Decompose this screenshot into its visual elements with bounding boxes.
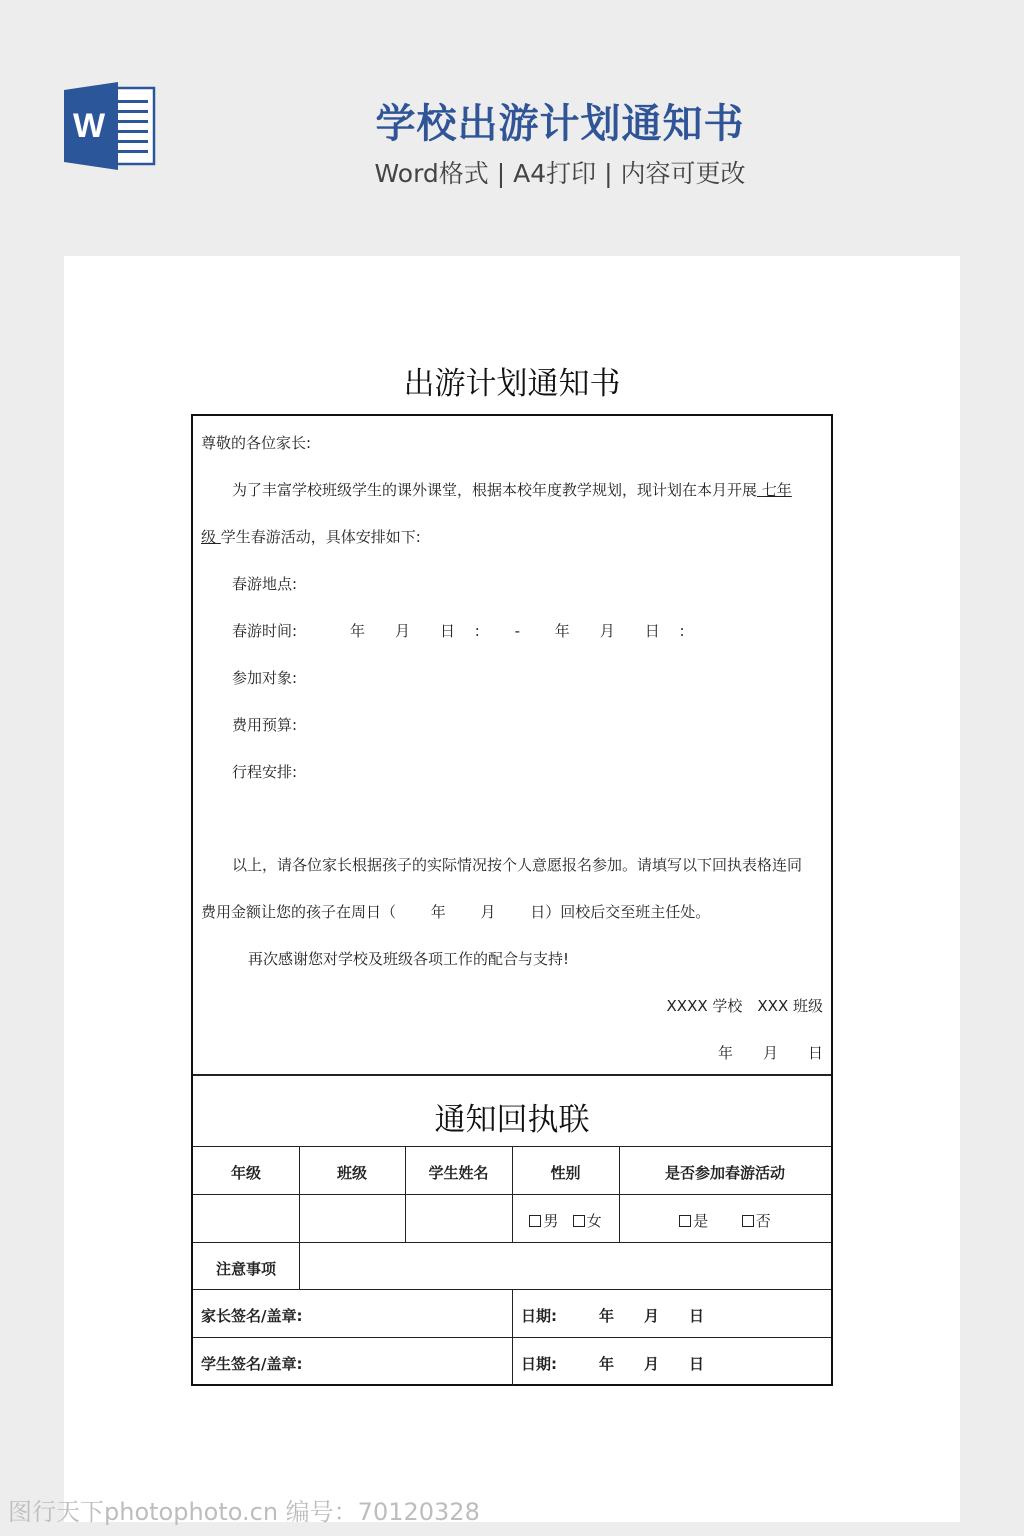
- greeting: 尊敬的各位家长:: [201, 434, 312, 452]
- table-vline: [405, 1194, 406, 1242]
- parent-date-template: 年 月 日: [599, 1307, 705, 1325]
- closing-line-2: 费用金额让您的孩子在周日（ 年 月 日）回校后交至班主任处。: [201, 903, 711, 921]
- field-location: 春游地点:: [232, 575, 298, 593]
- gender-female-checkbox[interactable]: 女: [573, 1212, 602, 1230]
- student-sign-label: 学生签名/盖章:: [201, 1355, 303, 1373]
- participate-options: [619, 1210, 831, 1231]
- student-date-template: 年 月 日: [599, 1355, 705, 1373]
- parent-sign-label: 家长签名/盖章:: [201, 1307, 303, 1325]
- logo-letter: W: [72, 107, 106, 145]
- notice-frame: [191, 414, 833, 1386]
- grade-underline-2: 级: [201, 528, 217, 546]
- checkbox-icon: [529, 1215, 541, 1227]
- grade-underline: 七年: [761, 481, 792, 499]
- page-title: 学校出游计划通知书: [375, 101, 745, 147]
- col-header-gender: 性别: [550, 1164, 581, 1182]
- closing-line-1: 以上，请各位家长根据孩子的实际情况按个人意愿报名参加。请填写以下回执表格连同: [232, 856, 803, 874]
- checkbox-icon: [742, 1215, 754, 1227]
- field-time-template: 年 月 日 : - 年 月 日 :: [350, 622, 685, 640]
- col-header-participate: 是否参加春游活动: [664, 1164, 785, 1182]
- gender-male-checkbox[interactable]: 男: [529, 1212, 558, 1230]
- intro-line-2: 级 学生春游活动，具体安排如下:: [201, 528, 421, 546]
- col-header-grade: 年级: [230, 1164, 261, 1182]
- table-line: [193, 1242, 831, 1243]
- field-time-label: 春游时间:: [232, 622, 298, 640]
- word-document-icon: [64, 82, 156, 170]
- gender-options: [512, 1210, 619, 1231]
- col-header-class: 班级: [336, 1164, 367, 1182]
- intro-text: 为了丰富学校班级学生的课外课堂，根据本校年度教学规划，现计划在本月开展: [232, 481, 758, 499]
- student-date-label: 日期:: [521, 1355, 557, 1373]
- col-header-student-name: 学生姓名: [428, 1164, 489, 1182]
- field-budget: 费用预算:: [232, 716, 298, 734]
- signature: XXXX 学校 XXX 班级: [666, 997, 823, 1015]
- signature-date: 年 月 日: [717, 1044, 823, 1062]
- document-title: 出游计划通知书: [403, 366, 621, 402]
- receipt-title: 通知回执联: [434, 1102, 590, 1138]
- checkbox-icon: [679, 1215, 691, 1227]
- participate-no-checkbox[interactable]: 否: [742, 1212, 771, 1230]
- checkbox-icon: [573, 1215, 585, 1227]
- field-participants: 参加对象:: [232, 669, 298, 687]
- parent-date-label: 日期:: [521, 1307, 557, 1325]
- intro-line-1: [232, 479, 792, 500]
- field-schedule: 行程安排:: [232, 763, 298, 781]
- table-vline: [512, 1289, 513, 1385]
- watermark: 图行天下photophoto.cn 编号：70120328: [8, 1498, 480, 1526]
- thanks-line: 再次感谢您对学校及班级各项工作的配合与支持!: [248, 950, 570, 968]
- page-subtitle: Word格式 | A4打印 | 内容可更改: [374, 159, 746, 188]
- notes-label: 注意事项: [215, 1260, 276, 1278]
- participate-yes-checkbox[interactable]: 是: [679, 1212, 708, 1230]
- receipt-divider: [193, 1074, 831, 1076]
